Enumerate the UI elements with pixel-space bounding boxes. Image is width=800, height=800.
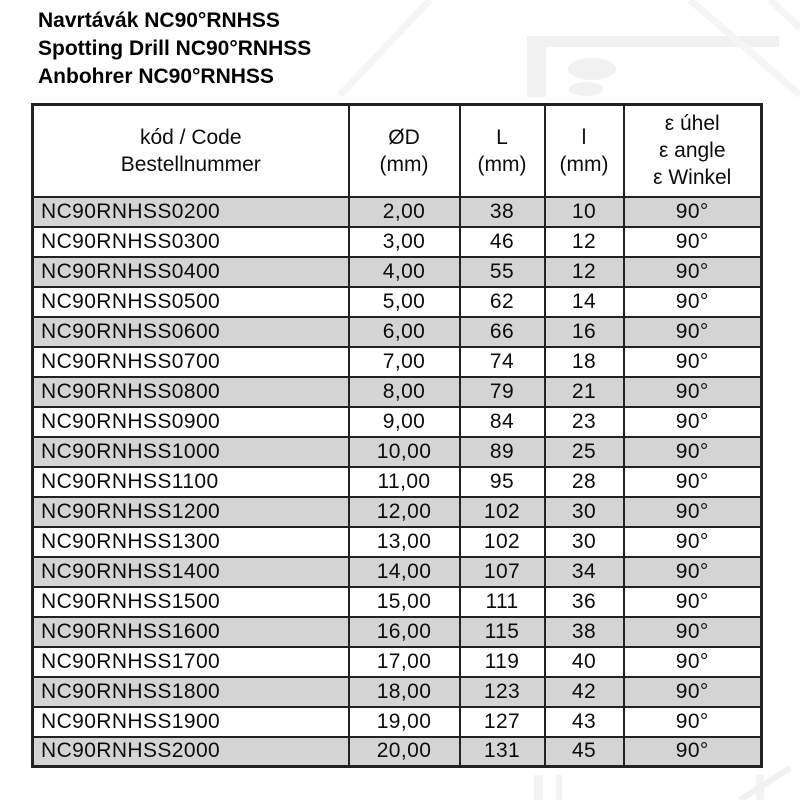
page-title-german: Anbohrer NC90°RNHSS [38, 65, 274, 88]
diameter-cell: 13,00 [349, 527, 460, 557]
overall-length-cell: 84 [460, 407, 545, 437]
flute-length-cell: 21 [545, 377, 624, 407]
overall-length-cell: 79 [460, 377, 545, 407]
code-cell: NC90RNHSS0900 [33, 407, 349, 437]
angle-cell: 90° [624, 557, 762, 587]
code-cell: NC90RNHSS1200 [33, 497, 349, 527]
col-header-code: kód / Code Bestellnummer [33, 105, 349, 197]
diameter-cell: 17,00 [349, 647, 460, 677]
overall-length-cell: 111 [460, 587, 545, 617]
table-row [33, 407, 762, 437]
overall-length-cell: 115 [460, 617, 545, 647]
angle-cell: 90° [624, 317, 762, 347]
flute-length-cell: 30 [545, 497, 624, 527]
diameter-cell: 12,00 [349, 497, 460, 527]
angle-cell: 90° [624, 737, 762, 767]
table-row [33, 737, 762, 767]
overall-length-cell: 102 [460, 527, 545, 557]
table-row [33, 257, 762, 287]
table-row [33, 707, 762, 737]
angle-cell: 90° [624, 677, 762, 707]
col-header-angle: ε úhel ε angle ε Winkel [624, 105, 762, 197]
overall-length-cell: 89 [460, 437, 545, 467]
flute-length-cell: 16 [545, 317, 624, 347]
table-row [33, 347, 762, 377]
diameter-cell: 19,00 [349, 707, 460, 737]
diameter-cell: 3,00 [349, 227, 460, 257]
flute-length-cell: 34 [545, 557, 624, 587]
title-block [38, 7, 311, 91]
table-row [33, 227, 762, 257]
col-header-flute-length: l (mm) [545, 105, 624, 197]
table-row [33, 617, 762, 647]
code-cell: NC90RNHSS1300 [33, 527, 349, 557]
angle-cell: 90° [624, 437, 762, 467]
flute-length-cell: 43 [545, 707, 624, 737]
code-cell: NC90RNHSS1100 [33, 467, 349, 497]
header-row [33, 105, 762, 197]
code-cell: NC90RNHSS1000 [33, 437, 349, 467]
flute-length-cell: 45 [545, 737, 624, 767]
angle-cell: 90° [624, 707, 762, 737]
code-cell: NC90RNHSS1700 [33, 647, 349, 677]
table-row [33, 437, 762, 467]
flute-length-cell: 42 [545, 677, 624, 707]
table-row [33, 647, 762, 677]
table-body [33, 197, 762, 767]
table-header [33, 105, 762, 197]
angle-cell: 90° [624, 347, 762, 377]
table-row [33, 317, 762, 347]
overall-length-cell: 55 [460, 257, 545, 287]
diameter-cell: 9,00 [349, 407, 460, 437]
overall-length-cell: 102 [460, 497, 545, 527]
angle-cell: 90° [624, 227, 762, 257]
table-row [33, 497, 762, 527]
flute-length-cell: 12 [545, 257, 624, 287]
angle-cell: 90° [624, 467, 762, 497]
table-row [33, 587, 762, 617]
angle-cell: 90° [624, 377, 762, 407]
product-spec-table [31, 103, 763, 768]
overall-length-cell: 127 [460, 707, 545, 737]
overall-length-cell: 66 [460, 317, 545, 347]
diameter-cell: 15,00 [349, 587, 460, 617]
table-row [33, 197, 762, 227]
page-title-czech: Navrtávák NC90°RNHSS [38, 9, 280, 32]
code-cell: NC90RNHSS1400 [33, 557, 349, 587]
angle-cell: 90° [624, 617, 762, 647]
angle-cell: 90° [624, 407, 762, 437]
diameter-cell: 6,00 [349, 317, 460, 347]
overall-length-cell: 62 [460, 287, 545, 317]
code-cell: NC90RNHSS2000 [33, 737, 349, 767]
flute-length-cell: 10 [545, 197, 624, 227]
diameter-cell: 5,00 [349, 287, 460, 317]
flute-length-cell: 30 [545, 527, 624, 557]
table-row [33, 467, 762, 497]
diameter-cell: 18,00 [349, 677, 460, 707]
diameter-cell: 16,00 [349, 617, 460, 647]
code-cell: NC90RNHSS0500 [33, 287, 349, 317]
flute-length-cell: 18 [545, 347, 624, 377]
diameter-cell: 10,00 [349, 437, 460, 467]
flute-length-cell: 14 [545, 287, 624, 317]
diameter-cell: 7,00 [349, 347, 460, 377]
overall-length-cell: 131 [460, 737, 545, 767]
diameter-cell: 20,00 [349, 737, 460, 767]
col-header-diameter: ØD (mm) [349, 105, 460, 197]
flute-length-cell: 40 [545, 647, 624, 677]
page-title-english: Spotting Drill NC90°RNHSS [38, 37, 312, 60]
diameter-cell: 11,00 [349, 467, 460, 497]
angle-cell: 90° [624, 497, 762, 527]
code-cell: NC90RNHSS1500 [33, 587, 349, 617]
table-row [33, 527, 762, 557]
code-cell: NC90RNHSS1900 [33, 707, 349, 737]
diameter-cell: 14,00 [349, 557, 460, 587]
code-cell: NC90RNHSS0400 [33, 257, 349, 287]
angle-cell: 90° [624, 257, 762, 287]
angle-cell: 90° [624, 587, 762, 617]
flute-length-cell: 28 [545, 467, 624, 497]
overall-length-cell: 95 [460, 467, 545, 497]
overall-length-cell: 38 [460, 197, 545, 227]
code-cell: NC90RNHSS0300 [33, 227, 349, 257]
flute-length-cell: 12 [545, 227, 624, 257]
table-row [33, 377, 762, 407]
flute-length-cell: 25 [545, 437, 624, 467]
angle-cell: 90° [624, 287, 762, 317]
overall-length-cell: 46 [460, 227, 545, 257]
table-row [33, 557, 762, 587]
code-cell: NC90RNHSS0700 [33, 347, 349, 377]
table-row [33, 287, 762, 317]
code-cell: NC90RNHSS0200 [33, 197, 349, 227]
flute-length-cell: 23 [545, 407, 624, 437]
angle-cell: 90° [624, 527, 762, 557]
angle-cell: 90° [624, 197, 762, 227]
table-row [33, 677, 762, 707]
flute-length-cell: 36 [545, 587, 624, 617]
diameter-cell: 2,00 [349, 197, 460, 227]
overall-length-cell: 119 [460, 647, 545, 677]
col-header-overall-length: L (mm) [460, 105, 545, 197]
code-cell: NC90RNHSS1600 [33, 617, 349, 647]
diameter-cell: 8,00 [349, 377, 460, 407]
angle-cell: 90° [624, 647, 762, 677]
code-cell: NC90RNHSS1800 [33, 677, 349, 707]
code-cell: NC90RNHSS0800 [33, 377, 349, 407]
flute-length-cell: 38 [545, 617, 624, 647]
code-cell: NC90RNHSS0600 [33, 317, 349, 347]
overall-length-cell: 123 [460, 677, 545, 707]
overall-length-cell: 74 [460, 347, 545, 377]
overall-length-cell: 107 [460, 557, 545, 587]
diameter-cell: 4,00 [349, 257, 460, 287]
